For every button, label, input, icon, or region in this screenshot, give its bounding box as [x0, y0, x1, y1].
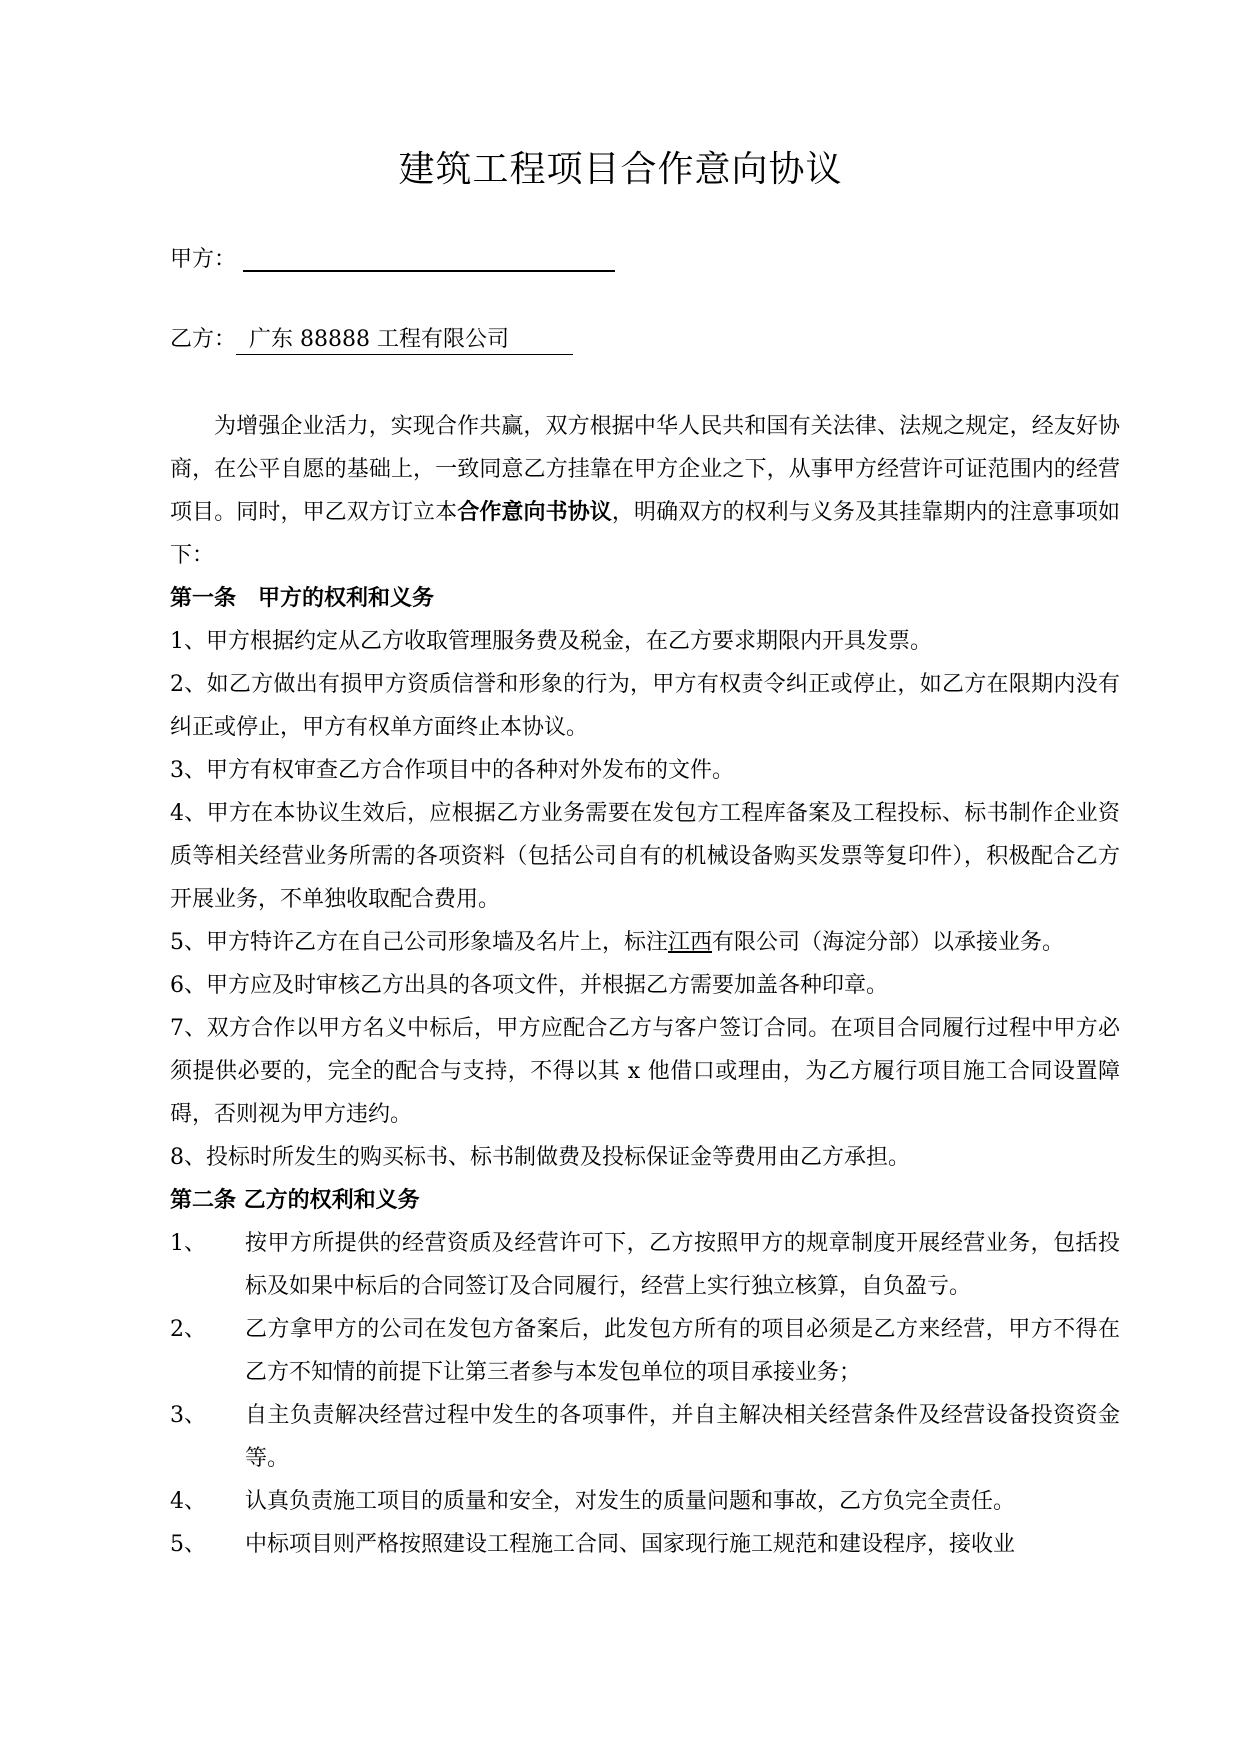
- section2-item-text: 按甲方所提供的经营资质及经营许可下，乙方按照甲方的规章制度开展经营业务，包括投标及如果中标后的合同签订及合同履行，经营上实行独立核算，自负盈亏。: [245, 1231, 1120, 1299]
- party-b-value: 广东 88888 工程有限公司: [236, 326, 573, 355]
- section1-item-5: [170, 921, 1120, 964]
- section2-item-number: 1、: [170, 1231, 206, 1256]
- section1-item-3: 3、甲方有权审查乙方合作项目中的各种对外发布的文件。: [170, 758, 734, 783]
- section2-item-3: [170, 1394, 1120, 1480]
- section-heading-2: 第二条 乙方的权利和义务: [170, 1188, 420, 1213]
- section1-item-4: 4、甲方在本协议生效后，应根据乙方业务需要在发包方工程库备案及工程投标、标书制作企业资质等相关经营业务所需的各项资料（包括公司自有的机械设备购买发票等复印件），积极配合乙方开展业务，不单独收取配合费用。: [170, 801, 1120, 912]
- section2-item-1: [170, 1222, 1120, 1308]
- intro-text-before: 为增强企业活力，实现合作共赢，双方根据中华人民共和国有关法律、法规之规定，经友好协商，在公平自愿的基础上，一致同意乙方挂靠在甲方企业之下，从事甲方经营许可证范围内的经营项目。同时，甲乙双方订立本: [170, 414, 1120, 525]
- section2-item-number: 2、: [170, 1317, 206, 1342]
- section1-item-8: 8、投标时所发生的购买标书、标书制做费及投标保证金等费用由乙方承担。: [170, 1145, 910, 1170]
- intro-emphasis: 合作意向书协议: [457, 499, 612, 525]
- section-heading-1: 第一条 甲方的权利和义务: [170, 586, 435, 611]
- party-a-label: 甲方：: [170, 247, 237, 272]
- document-title: 建筑工程项目合作意向协议: [398, 149, 843, 190]
- party-a-blank-line: [243, 270, 615, 272]
- section2-item-text: 自主负责解决经营过程中发生的各项事件，并自主解决相关经营条件及经营设备投资资金等。: [245, 1403, 1120, 1471]
- section2-item-number: 4、: [170, 1489, 206, 1514]
- section2-item-4: [170, 1480, 1120, 1523]
- section1-item-1: 1、甲方根据约定从乙方收取管理服务费及税金，在乙方要求期限内开具发票。: [170, 629, 932, 654]
- intro-text-after: ，明确双方的权利与义务及其挂靠期内的注意事项如下：: [170, 500, 1120, 568]
- party-b-row: [170, 325, 573, 355]
- party-a-row: [170, 245, 236, 275]
- section1-item-6: 6、甲方应及时审核乙方出具的各项文件，并根据乙方需要加盖各种印章。: [170, 973, 888, 998]
- document-body: [170, 405, 1120, 1566]
- item5-underlined: 江西: [668, 930, 713, 955]
- section2-item-number: 3、: [170, 1403, 206, 1428]
- item5-text-before: 5、甲方特许乙方在自己公司形象墙及名片上，标注: [170, 930, 668, 955]
- section2-item-5: [170, 1523, 1120, 1566]
- party-b-label: 乙方：: [170, 327, 237, 352]
- section1-item-2: 2、如乙方做出有损甲方资质信誉和形象的行为，甲方有权责令纠正或停止，如乙方在限期内没有纠正或停止，甲方有权单方面终止本协议。: [170, 672, 1120, 740]
- section2-item-2: [170, 1308, 1120, 1394]
- section1-item-7: 7、双方合作以甲方名义中标后，甲方应配合乙方与客户签订合同。在项目合同履行过程中甲方必须提供必要的，完全的配合与支持，不得以其 x 他借口或理由，为乙方履行项目施工合同设置障碍，否则视为甲方违约。: [170, 1016, 1120, 1127]
- intro-paragraph: [170, 405, 1120, 577]
- section2-item-text: 中标项目则严格按照建设工程施工合同、国家现行施工规范和建设程序，接收业: [245, 1532, 1016, 1557]
- section2-item-text: 认真负责施工项目的质量和安全，对发生的质量问题和事故，乙方负完全责任。: [245, 1489, 1016, 1514]
- section2-item-text: 乙方拿甲方的公司在发包方备案后，此发包方所有的项目必须是乙方来经营，甲方不得在乙方不知情的前提下让第三者参与本发包单位的项目承接业务；: [245, 1317, 1120, 1385]
- item5-text-after: 有限公司（海淀分部）以承接业务。: [712, 930, 1065, 955]
- section2-item-number: 5、: [170, 1532, 206, 1557]
